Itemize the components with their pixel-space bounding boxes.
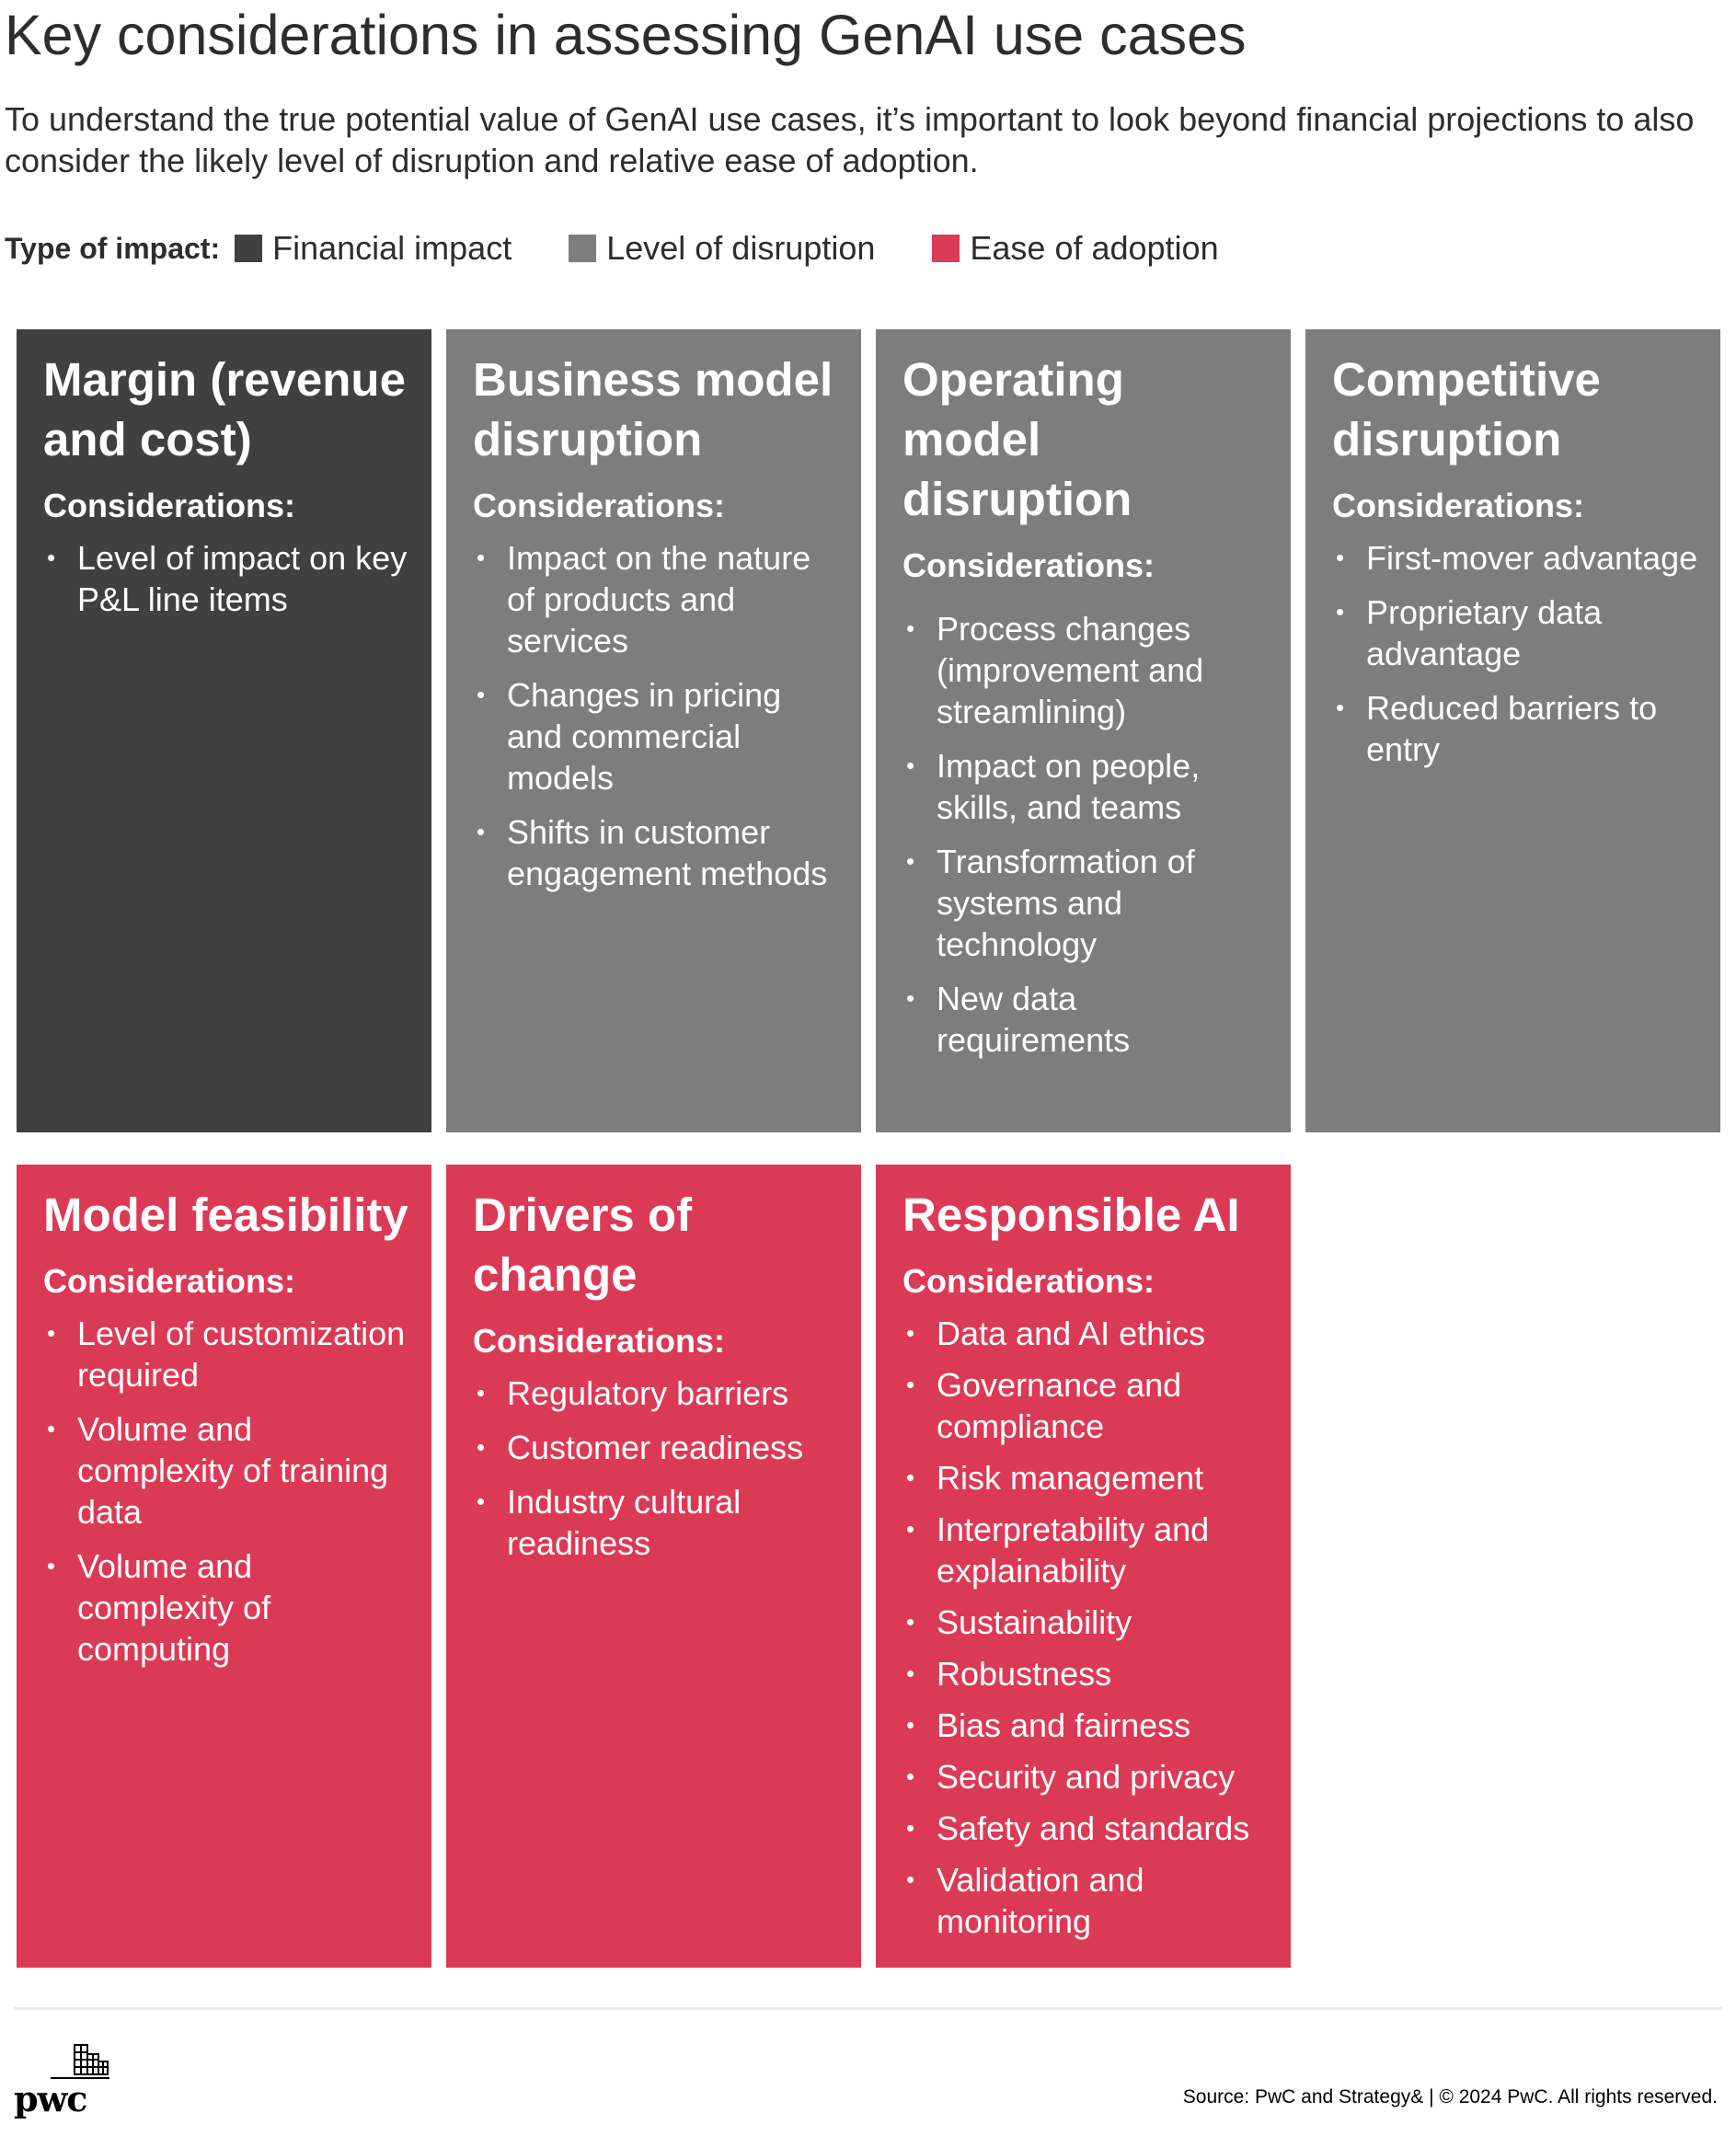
- tile-title: Drivers of change: [473, 1189, 693, 1301]
- list-item: • Volume and complexity of computing: [43, 1545, 413, 1670]
- list-item: • Security and privacy: [902, 1756, 1272, 1797]
- tile-considerations-label: Considerations:: [473, 1322, 726, 1360]
- source-note: Source: PwC and Strategy& | © 2024 PwC. All rights reserved.: [1182, 2086, 1718, 2107]
- tile-operating-model-disruption: [876, 329, 1291, 1132]
- list-item: • Regulatory barriers: [473, 1372, 843, 1414]
- list-item: • Industry cultural readiness: [473, 1481, 843, 1564]
- list-item: • Volume and complexity of training data: [43, 1408, 413, 1533]
- tile-considerations-label: Considerations:: [473, 487, 726, 524]
- tile-list: [43, 537, 413, 620]
- tile-list: [473, 537, 843, 894]
- list-item: • Changes in pricing and commercial models: [473, 674, 843, 798]
- tile-considerations-label: Considerations:: [43, 1262, 296, 1300]
- list-item: • New data requirements: [902, 978, 1272, 1061]
- tile-considerations-label: Considerations:: [1332, 487, 1585, 524]
- list-item: • Impact on people, skills, and teams: [902, 745, 1272, 828]
- tile-competitive-disruption: [1305, 329, 1720, 1132]
- legend-swatch-adoption: [932, 235, 960, 262]
- list-item: • First-mover advantage: [1332, 537, 1702, 579]
- tile-title: Business model disruption: [473, 353, 834, 465]
- list-item: • Impact on the nature of products and services: [473, 537, 843, 661]
- list-item: • Safety and standards: [902, 1808, 1272, 1849]
- footer-divider: [14, 2007, 1722, 2010]
- list-item: • Level of impact on key P&L line items: [43, 537, 413, 620]
- legend-label: Type of impact:: [5, 231, 221, 265]
- tile-margin: [17, 329, 431, 1132]
- tile-title: Operating model disruption: [902, 353, 1132, 525]
- tile-title: Margin (revenue and cost): [43, 353, 406, 465]
- tile-list: [43, 1313, 413, 1670]
- tile-responsible-ai: [876, 1165, 1291, 1968]
- tile-list: [473, 1372, 843, 1564]
- legend-item-label: Financial impact: [272, 229, 512, 267]
- tile-considerations-label: Considerations:: [902, 1262, 1155, 1300]
- list-item: • Bias and fairness: [902, 1705, 1272, 1746]
- legend-item-label: Ease of adoption: [970, 229, 1219, 267]
- list-item: • Process changes (improvement and streamlining): [902, 608, 1272, 732]
- list-item: • Robustness: [902, 1653, 1272, 1694]
- tile-considerations-label: Considerations:: [43, 487, 296, 524]
- tile-list: [1332, 537, 1702, 770]
- page-title: Key considerations in assessing GenAI use cases: [5, 4, 1247, 66]
- list-item: • Governance and compliance: [902, 1364, 1272, 1447]
- list-item: • Transformation of systems and technology: [902, 841, 1272, 965]
- tile-considerations-label: Considerations:: [902, 546, 1155, 584]
- page-subtitle: To understand the true potential value of GenAI use cases, it’s important to look beyond financial projections to also consider the likely level of disruption and relative ease of adoption.: [5, 100, 1695, 179]
- tile-title: Model feasibility: [43, 1189, 408, 1241]
- legend-swatch-financial: [235, 235, 262, 262]
- list-item: • Data and AI ethics: [902, 1313, 1272, 1354]
- list-item: • Risk management: [902, 1457, 1272, 1499]
- list-item: • Interpretability and explainability: [902, 1509, 1272, 1591]
- list-item: • Sustainability: [902, 1602, 1272, 1643]
- legend-item-financial: [235, 229, 512, 268]
- legend-item-label: Level of disruption: [606, 229, 876, 267]
- pwc-logo-text: pwc: [14, 2078, 87, 2119]
- list-item: • Proprietary data advantage: [1332, 591, 1702, 674]
- pwc-logo: [14, 2038, 117, 2120]
- tile-list: [902, 608, 1272, 1061]
- tile-title: Responsible AI: [902, 1189, 1240, 1241]
- list-item: • Customer readiness: [473, 1427, 843, 1468]
- legend: [5, 225, 1276, 271]
- tile-drivers-of-change: [446, 1165, 861, 1968]
- legend-item-disruption: [569, 229, 875, 268]
- tile-business-model-disruption: [446, 329, 861, 1132]
- legend-item-adoption: [932, 229, 1218, 268]
- legend-swatch-disruption: [569, 235, 596, 262]
- pwc-logo-icon: [14, 2038, 117, 2082]
- list-item: • Shifts in customer engagement methods: [473, 811, 843, 894]
- list-item: • Level of customization required: [43, 1313, 413, 1395]
- tile-title: Competitive disruption: [1332, 353, 1601, 465]
- tile-list: [902, 1313, 1272, 1942]
- list-item: • Reduced barriers to entry: [1332, 687, 1702, 770]
- list-item: • Validation and monitoring: [902, 1859, 1272, 1942]
- tile-model-feasibility: [17, 1165, 431, 1968]
